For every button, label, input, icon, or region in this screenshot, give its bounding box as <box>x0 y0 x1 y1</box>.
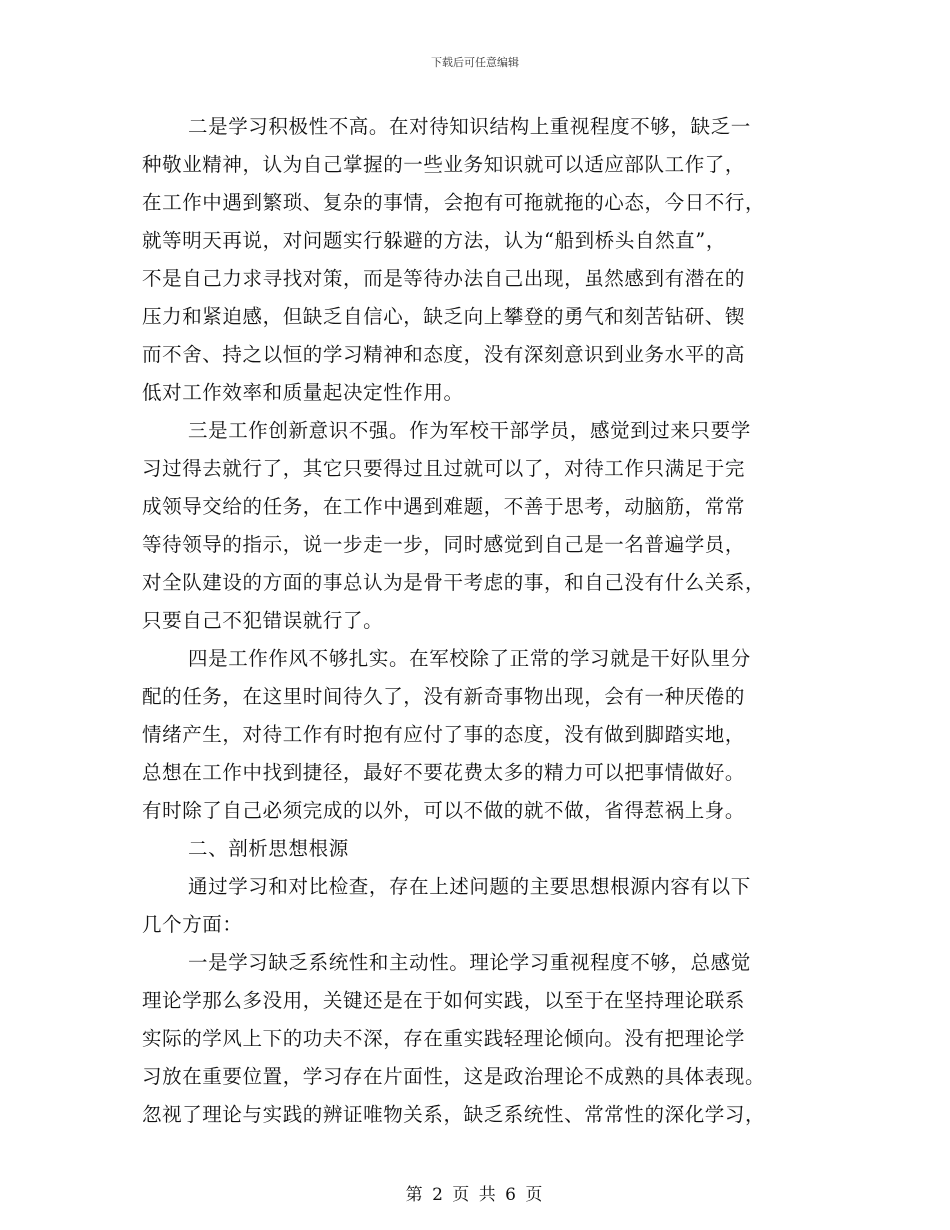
text-line: 压力和紧迫感，但缺乏自信心，缺乏向上攀登的勇气和刻苦钻研、锲 <box>142 305 746 328</box>
text-line: 低对工作效率和质量起决定性作用。 <box>142 381 464 404</box>
page-header: 下载后可任意编辑 <box>431 56 519 69</box>
text-line: 实际的学风上下的功夫不深，存在重实践轻理论倾向。没有把理论学 <box>142 1027 746 1050</box>
text-line: 等待领导的指示，说一步走一步，同时感觉到自己是一名普遍学员， <box>142 533 746 556</box>
text-line: 就等明天再说，对问题实行躲避的方法，认为“船到桥头自然直”， <box>142 229 726 252</box>
text-line: 习放在重要位置，学习存在片面性，这是政治理论不成熟的具体表现。 <box>142 1065 766 1088</box>
text-line: 总想在工作中找到捷径，最好不要花费太多的精力可以把事情做好。 <box>142 761 746 784</box>
text-line: 种敬业精神，认为自己掌握的一些业务知识就可以适应部队工作了， <box>142 153 746 176</box>
text-line: 对全队建设的方面的事总认为是骨干考虑的事，和自己没有什么关系， <box>142 571 766 594</box>
text-line: 只要自己不犯错误就行了。 <box>142 609 384 632</box>
text-line: 二是学习积极性不高。在对待知识结构上重视程度不够，缺乏一 <box>188 115 751 138</box>
text-line: 而不舍、持之以恒的学习精神和态度，没有深刻意识到业务水平的高 <box>142 343 746 366</box>
text-line: 配的任务，在这里时间待久了，没有新奇事物出现，会有一种厌倦的 <box>142 685 746 708</box>
text-line: 一是学习缺乏系统性和主动性。理论学习重视程度不够，总感觉 <box>188 951 751 974</box>
text-line: 四是工作作风不够扎实。在军校除了正常的学习就是干好队里分 <box>188 647 751 670</box>
text-line: 成领导交给的任务，在工作中遇到难题，不善于思考，动脑筋，常常 <box>142 495 746 518</box>
text-line: 二、剖析思想根源 <box>188 837 349 860</box>
text-line: 通过学习和对比检查，存在上述问题的主要思想根源内容有以下 <box>188 875 751 898</box>
page-footer: 第 2 页 共 6 页 <box>405 1185 545 1205</box>
text-line: 情绪产生，对待工作有时抱有应付了事的态度，没有做到脚踏实地， <box>142 723 746 746</box>
document-body <box>142 108 808 1134</box>
text-line: 三是工作创新意识不强。作为军校干部学员，感觉到过来只要学 <box>188 419 751 442</box>
text-line: 忽视了理论与实践的辨证唯物关系，缺乏系统性、常常性的深化学习， <box>142 1103 766 1126</box>
text-line: 几个方面： <box>142 913 243 936</box>
text-line: 有时除了自己必须完成的以外，可以不做的就不做，省得惹祸上身。 <box>142 799 746 822</box>
text-line: 在工作中遇到繁琐、复杂的事情，会抱有可拖就拖的心态，今日不行， <box>142 191 766 214</box>
text-line: 理论学那么多没用，关键还是在于如何实践，以至于在坚持理论联系 <box>142 989 746 1012</box>
text-line: 习过得去就行了，其它只要得过且过就可以了，对待工作只满足于完 <box>142 457 746 480</box>
text-line: 不是自己力求寻找对策，而是等待办法自己出现，虽然感到有潜在的 <box>142 267 746 290</box>
